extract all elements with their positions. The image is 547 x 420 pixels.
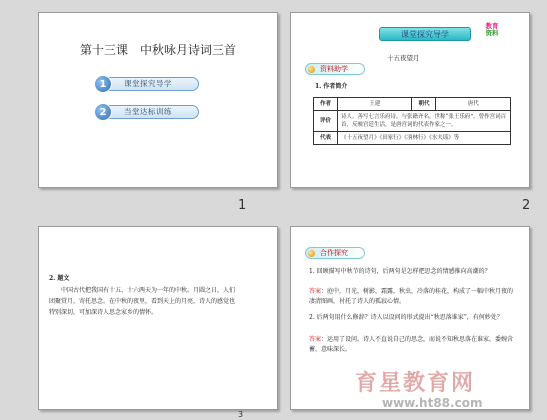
logo bbox=[477, 23, 507, 37]
poem-title: 十五夜望月 bbox=[387, 54, 420, 62]
page-number-1: 1 bbox=[238, 198, 247, 213]
table-cell: 唐代 bbox=[436, 98, 511, 111]
table-cell: 评价 bbox=[314, 111, 338, 132]
answer-1: 答案：庭中，月光，树影，霜露，秋虫，冷落的桂花，构成了一幅中秋月夜的凄清图画，衬托了诗人的孤寂心情。 bbox=[309, 288, 514, 305]
watermark-url: www.ht88.com bbox=[382, 396, 483, 410]
table-row bbox=[314, 98, 511, 111]
watermark-text: 育星教育网 bbox=[355, 371, 476, 396]
menu-item-label: 当堂达标训练 bbox=[124, 107, 172, 116]
logo-line2: 资料 bbox=[485, 29, 499, 37]
answer-text: 运用了设问。诗人不直说自己的思念，而说不知秋思落在谁家，委婉含蓄，意味深长。 bbox=[309, 336, 514, 353]
menu-item-practice[interactable] bbox=[101, 105, 199, 119]
answer-2: 答案：运用了设问。诗人不直说自己的思念，而说不知秋思落在谁家，委婉含蓄，意味深长。 bbox=[309, 336, 514, 353]
table-row bbox=[314, 111, 511, 132]
section-tag: 资料助学 bbox=[305, 63, 365, 75]
table-cell: 代表 bbox=[314, 132, 338, 145]
answer-label: 答案 bbox=[309, 336, 322, 343]
question-2: 2. 后两句用什么修辞？诗人以设问的形式提出“秋思落谁家”，有何妙处？ bbox=[309, 314, 503, 321]
slide-2[interactable] bbox=[290, 12, 530, 188]
section-tag: 合作探究 bbox=[305, 247, 365, 259]
badge-two: 2 bbox=[94, 103, 112, 121]
section-banner: 课堂探究导学 bbox=[379, 27, 471, 41]
table-cell: 朝代 bbox=[412, 98, 436, 111]
answer-label: 答案 bbox=[309, 288, 322, 295]
table-cell: 《十五夜望月》《田家行》《羽林行》《水夫谣》等 bbox=[338, 132, 511, 145]
question-1: 1. 回顾描写中秋节的诗句，后两句是怎样把思念的情感推向高潮的？ bbox=[309, 268, 491, 275]
body-paragraph: 中国古代把我国有十五、十六两天为一年的中秋。月圆之日，人们团聚赏月，寄托思念。在中秋的夜里，看到天上的月亮，诗人的感觉也特别深切，可加深诗人思念家乡的情怀。 bbox=[49, 287, 236, 316]
section-heading: 2. 题文 bbox=[49, 275, 70, 282]
table-cell: 作者 bbox=[314, 98, 338, 111]
table-cell: 诗人。善写七言乐府诗，与张籍齐名，世称“张王乐府”。曾作宫词百首，反映宫廷生活，是唐宫词的代表作家之一。 bbox=[338, 111, 511, 132]
badge-one: 1 bbox=[94, 75, 112, 93]
lesson-title: 第十三课 中秋咏月诗词三首 bbox=[79, 43, 236, 57]
slide-1[interactable] bbox=[38, 12, 278, 188]
menu-item-label: 课堂探究导学 bbox=[124, 79, 172, 88]
answer-text: 庭中，月光，树影，霜露，秋虫，冷落的桂花，构成了一幅中秋月夜的凄清图画，衬托了诗人的孤寂心情。 bbox=[309, 288, 514, 305]
subheading: 1. 作者简介 bbox=[315, 83, 348, 90]
slide-3[interactable] bbox=[38, 226, 278, 410]
logo-line1: 教育 bbox=[485, 22, 499, 30]
table-row bbox=[314, 132, 511, 145]
menu-item-explore[interactable] bbox=[101, 77, 199, 91]
author-table bbox=[313, 97, 511, 145]
table-cell: 王建 bbox=[338, 98, 412, 111]
page-number-3: 3 bbox=[238, 410, 244, 419]
page-number-2: 2 bbox=[522, 198, 531, 213]
